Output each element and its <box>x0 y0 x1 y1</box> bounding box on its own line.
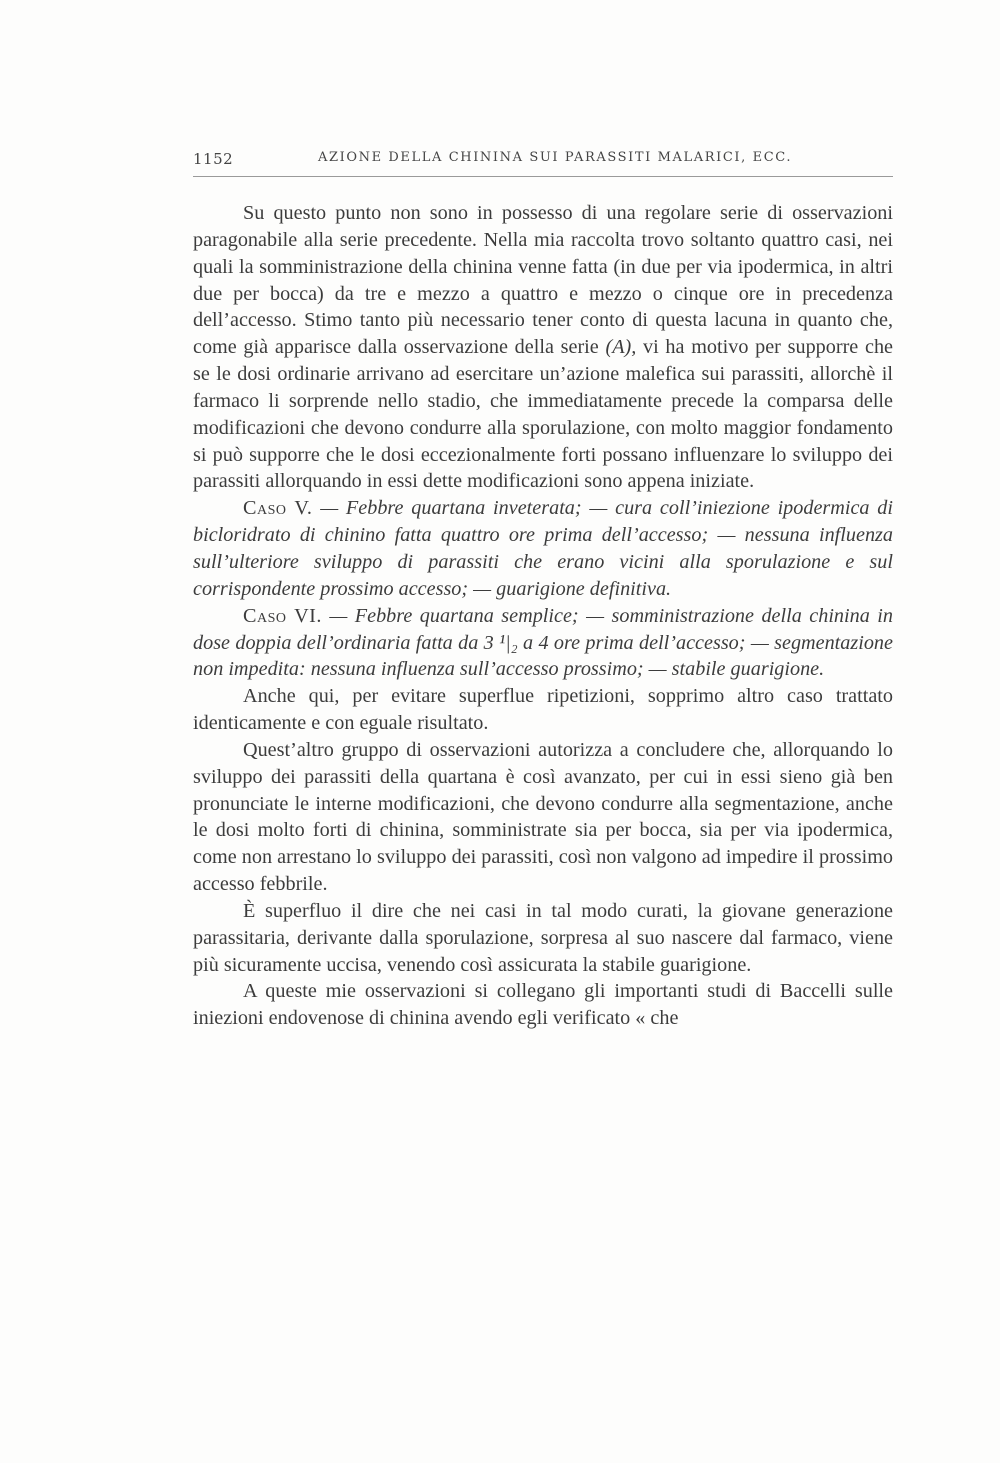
case-vi <box>193 603 893 684</box>
case-description: a 4 ore prima dell’accesso; — segmentazione non impedita: nessuna influenza sull’accesso prossimo; — stabile guarigione. <box>193 631 893 681</box>
paragraph: Quest’altro gruppo di osservazioni autorizza a concludere che, allorquando lo sviluppo dei parassiti della quartana è così avanzato, per cui in essi sieno già ben pronunciate le interne modificazioni, che devono condurre alla segmentazione, anche le dosi molto forti di chinina, somministrate sia per bocca, sia per via ipodermica, come non arrestano lo sviluppo dei parassiti, così non valgono ad impedire il prossimo accesso febbrile. <box>193 738 893 896</box>
running-title: AZIONE DELLA CHININA SUI PARASSITI MALARICI, ECC. <box>318 150 793 165</box>
paragraph-text: vi ha motivo per supporre che se le dosi ordinarie arrivano ad esercitare un’azione malefica sui parassiti, allorchè il farmaco li sorprende nello stadio, che immediatamente precede la comparsa delle modificazioni che devono condurre alla sporulazione, con molto maggior fondamento si può supporre che le dosi eccezionalmente forti possano influenzare lo sviluppo dei parassiti allorquando in essi dette modificazioni sono appena iniziate. <box>193 336 893 493</box>
series-reference: (A), <box>605 336 637 359</box>
body-text <box>193 200 893 1032</box>
header-rule <box>193 176 893 177</box>
paragraph: È superfluo il dire che nei casi in tal modo curati, la giovane generazione parassitaria, derivante dalla sporulazione, sorpresa al suo nascere dal farmaco, viene più sicuramente uccisa, venendo così assicurata la stabile guarigione. <box>193 899 893 976</box>
paragraph: Anche qui, per evitare superflue ripetizioni, sopprimo altro caso trattato identicamente e con eguale risultato. <box>193 685 893 735</box>
case-label: Caso V. <box>243 497 313 520</box>
case-label: Caso VI. <box>243 604 322 627</box>
case-v <box>193 495 893 602</box>
page-number: 1152 <box>193 150 234 168</box>
case-description: — Febbre quartana inveterata; — cura coll’iniezione ipodermica di bicloridrato di chinino fatta quattro ore prima dell’accesso; — nessuna influenza sull’ulteriore sviluppo di parassiti che erano vicini alla sporulazione e sul corrispondente prossimo accesso; — guarigione definitiva. <box>193 497 893 600</box>
running-head <box>193 150 893 174</box>
paragraph: A queste mie osservazioni si collegano gli importanti studi di Baccelli sulle iniezioni endovenose di chinina avendo egli verificato « che <box>193 980 893 1030</box>
paragraph <box>193 200 893 495</box>
fraction: ¹|₂ <box>493 631 524 654</box>
case-description: — Febbre quartana semplice; — somministrazione della chinina in dose doppia dell’ordinaria fatta da 3 <box>193 604 893 654</box>
paragraph-text: Su questo punto non sono in possesso di una regolare serie di osservazioni paragonabile alla serie precedente. Nella mia raccolta trovo soltanto quattro casi, nei quali la somministrazione della chinina venne fatta (in due per via ipodermica, in altri due per bocca) da tre e mezzo a quattro e mezzo o cinque ore in precedenza dell’accesso. Stimo tanto più necessario tener conto di questa lacuna in quanto che, come già apparisce dalla osservazione della serie <box>193 202 893 359</box>
document-page <box>193 150 893 1032</box>
